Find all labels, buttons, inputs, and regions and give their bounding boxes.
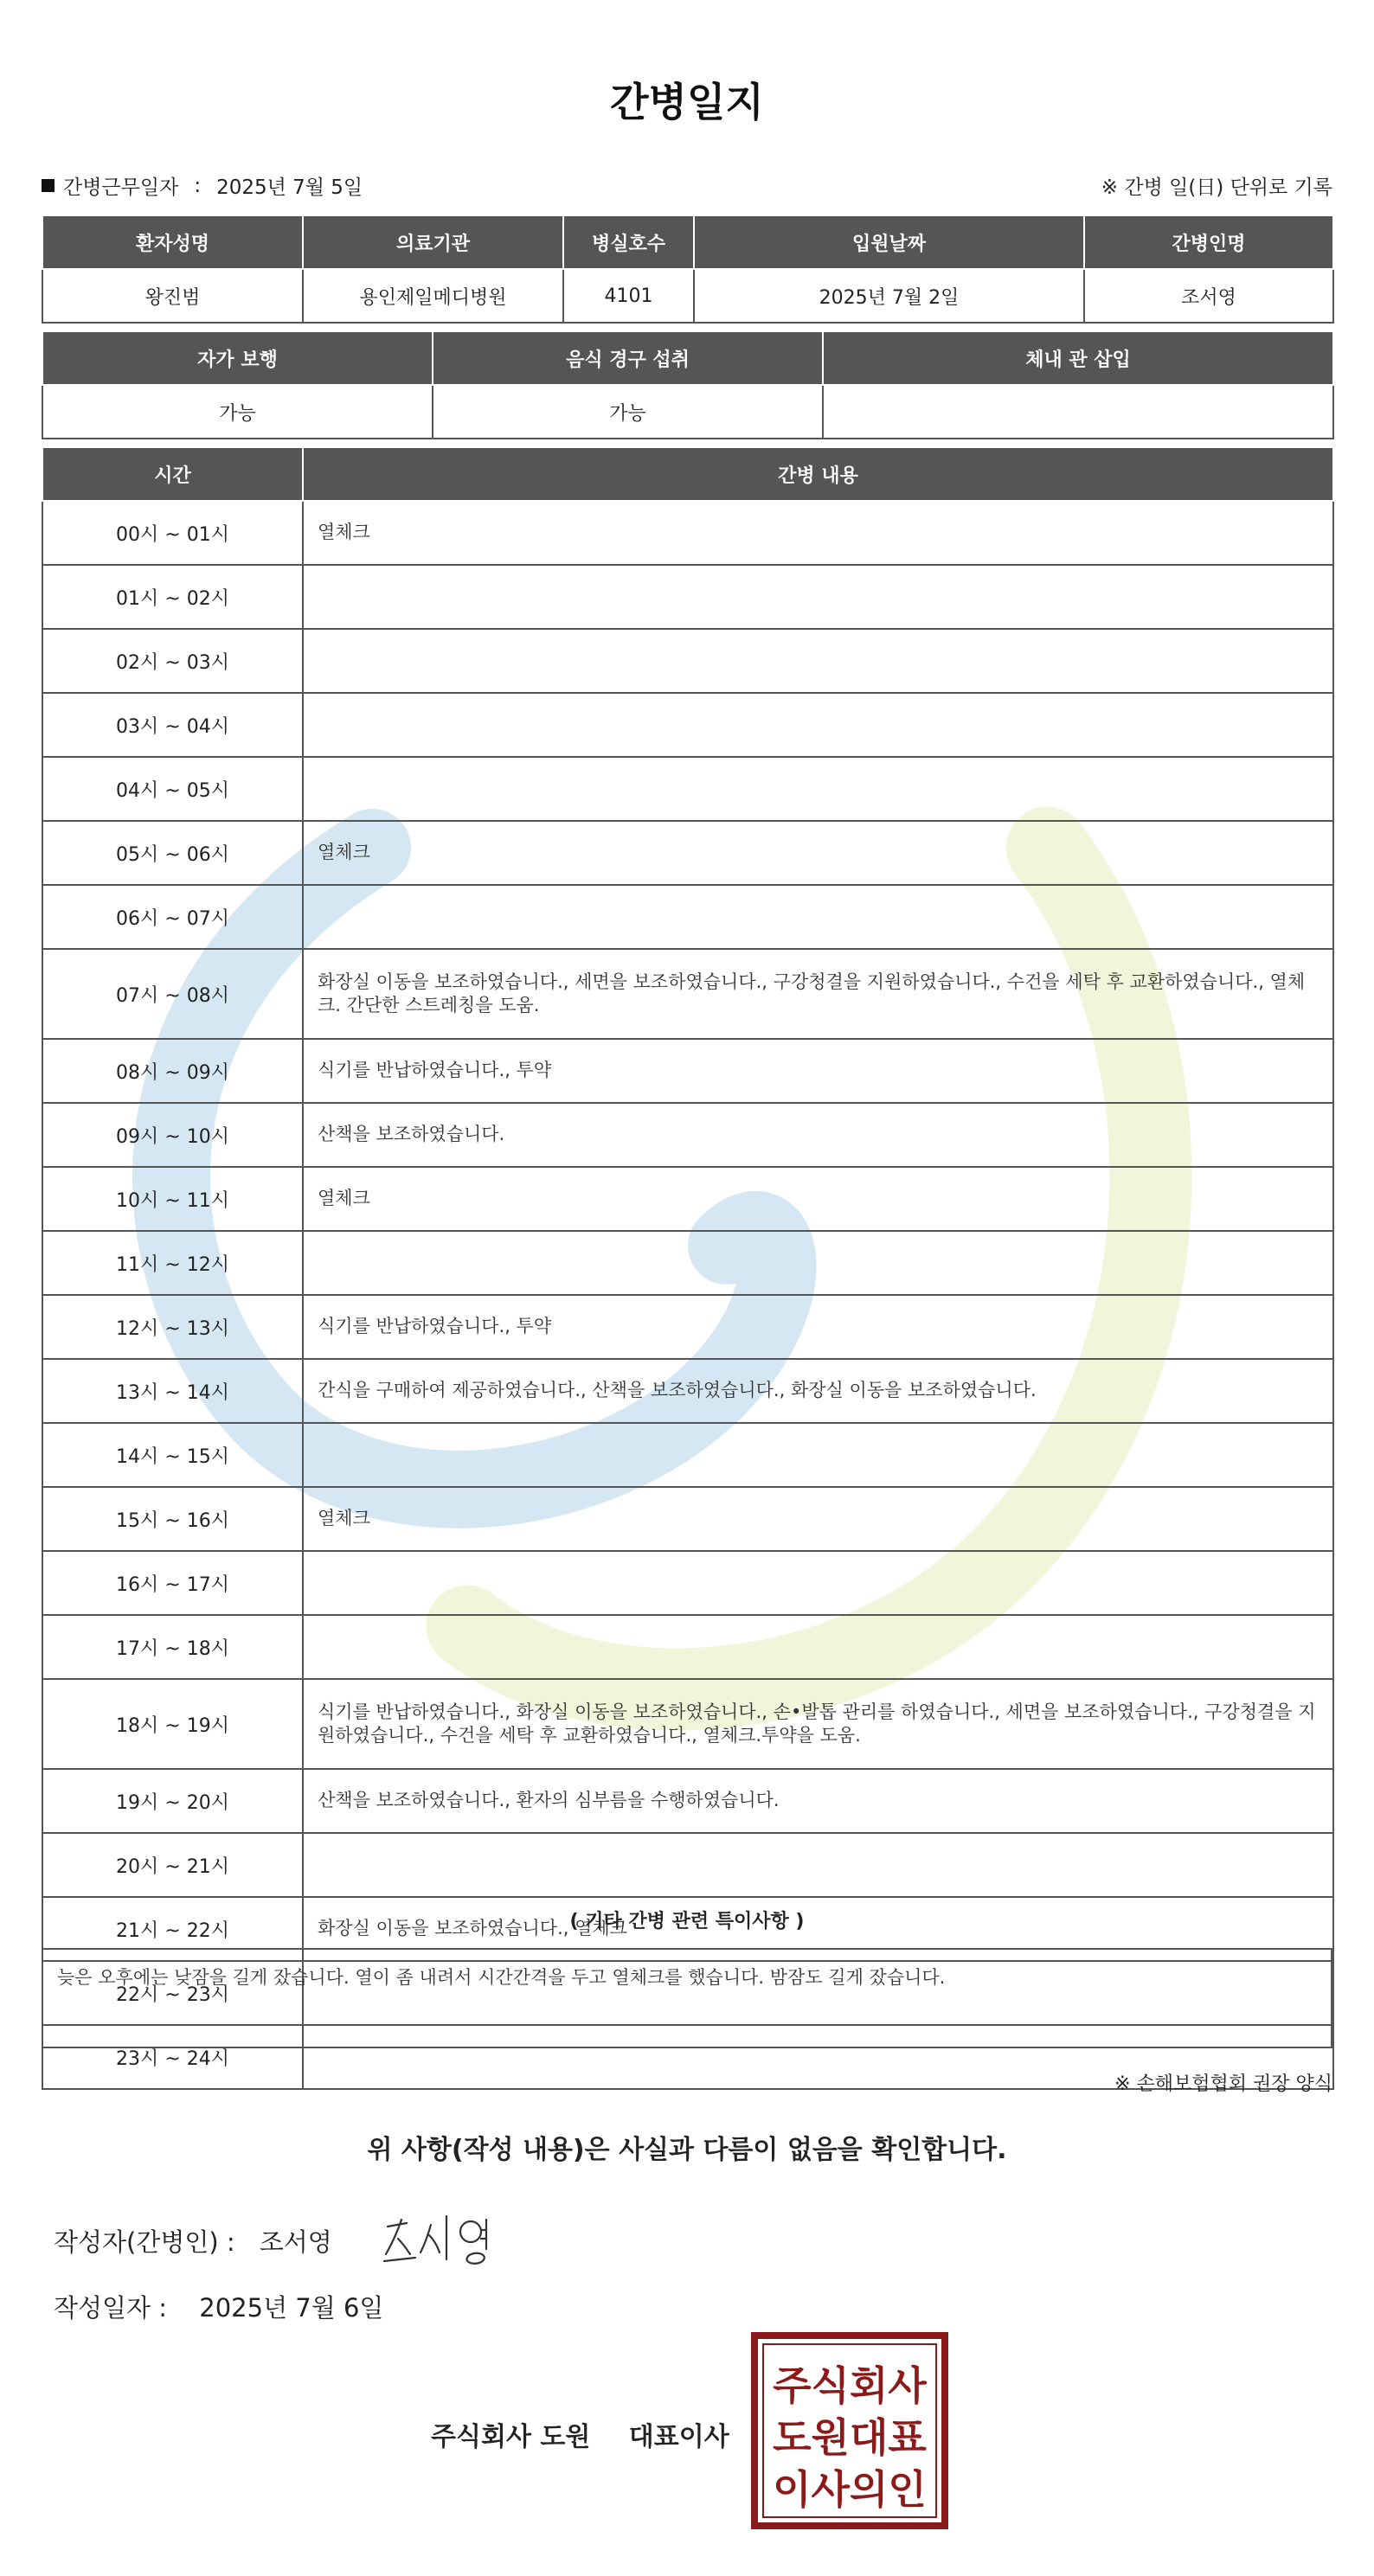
time-slot: 17시 ~ 18시 <box>42 1615 303 1679</box>
work-date-label: 간병근무일자 <box>63 176 179 199</box>
header-admission-date: 입원날짜 <box>694 215 1084 269</box>
company-signature-line <box>431 2415 729 2453</box>
table-row <box>42 629 1333 693</box>
table-row <box>42 501 1333 565</box>
time-slot: 14시 ~ 15시 <box>42 1423 303 1487</box>
time-slot: 19시 ~ 20시 <box>42 1769 303 1833</box>
self-walking-value: 가능 <box>42 385 433 439</box>
header-care-content: 간병 내용 <box>303 447 1333 501</box>
care-content: 열체크 <box>303 1487 1333 1551</box>
header-room: 병실호수 <box>563 215 694 269</box>
header-caregiver-name: 간병인명 <box>1084 215 1333 269</box>
header-patient-name: 환자성명 <box>42 215 303 269</box>
table-row <box>42 565 1333 629</box>
care-content: 산책을 보조하였습니다., 환자의 심부름을 수행하였습니다. <box>303 1769 1333 1833</box>
company-seal <box>751 2332 948 2529</box>
table-row <box>42 1615 1333 1679</box>
time-slot: 15시 ~ 16시 <box>42 1487 303 1551</box>
admission-date: 2025년 7월 2일 <box>694 269 1084 323</box>
time-slot: 05시 ~ 06시 <box>42 821 303 885</box>
table-row <box>42 821 1333 885</box>
confirmation-text: 위 사항(작성 내용)은 사실과 다름이 없음을 확인합니다. <box>367 2135 1007 2165</box>
time-slot: 23시 ~ 24시 <box>42 2025 303 2089</box>
time-slot: 10시 ~ 11시 <box>42 1167 303 1231</box>
care-content: 식기를 반납하였습니다., 투약 <box>303 1039 1333 1103</box>
care-content <box>303 1833 1333 1897</box>
table-row <box>42 1487 1333 1551</box>
care-content: 식기를 반납하였습니다., 투약 <box>303 1295 1333 1359</box>
care-content: 화장실 이동을 보조하였습니다., 세면을 보조하였습니다., 구강청결을 지원하였습니다., 수건을 세탁 후 교환하였습니다., 열체크. 간단한 스트레칭을 도움. <box>303 949 1333 1039</box>
time-slot: 04시 ~ 05시 <box>42 757 303 821</box>
header-hospital: 의료기관 <box>303 215 563 269</box>
care-content: 식기를 반납하였습니다., 화장실 이동을 보조하였습니다., 손•발톱 관리를 하였습니다., 세면을 보조하였습니다., 구강청결을 지원하였습니다., 수건을 세탁 후 교환하였습니다., 열체크.투약을 도움. <box>303 1679 1333 1769</box>
time-slot: 09시 ~ 10시 <box>42 1103 303 1167</box>
special-notes-box: 늦은 오후에는 낮잠을 길게 잤습니다. 열이 좀 내려서 시간간격을 두고 열체크를 했습니다. 밤잠도 길게 잤습니다. <box>42 1948 1332 2048</box>
table-row <box>42 757 1333 821</box>
writer-name: 조서영 <box>259 2227 332 2257</box>
patient-name: 왕진범 <box>42 269 303 323</box>
unit-note: ※ 간병 일(日) 단위로 기록 <box>1101 176 1332 199</box>
seal-line-3: 이사의인 <box>773 2466 927 2513</box>
writer-label: 작성자(간병인) : <box>54 2227 235 2257</box>
table-row <box>42 1679 1333 1769</box>
care-content <box>303 693 1333 757</box>
time-slot: 21시 ~ 22시 <box>42 1897 303 1961</box>
care-content <box>303 1551 1333 1615</box>
care-content <box>303 1231 1333 1295</box>
care-content: 열체크 <box>303 1167 1333 1231</box>
care-content <box>303 1615 1333 1679</box>
time-slot: 00시 ~ 01시 <box>42 501 303 565</box>
page-title: 간병일지 <box>610 79 764 125</box>
care-content: 산책을 보조하였습니다. <box>303 1103 1333 1167</box>
ceo-title: 대표이사 <box>628 2422 729 2452</box>
care-content <box>303 565 1333 629</box>
handwritten-signature <box>381 2201 510 2270</box>
hospital-name: 용인제일메디병원 <box>303 269 563 323</box>
care-schedule-table <box>42 446 1334 2090</box>
care-content: 간식을 구매하여 제공하였습니다., 산책을 보조하였습니다., 화장실 이동을 보조하였습니다. <box>303 1359 1333 1423</box>
time-slot: 22시 ~ 23시 <box>42 1961 303 2025</box>
care-content <box>303 1423 1333 1487</box>
header-time: 시간 <box>42 447 303 501</box>
write-date-row <box>54 2289 383 2324</box>
time-slot: 11시 ~ 12시 <box>42 1231 303 1295</box>
work-date-value: 2025년 7월 5일 <box>216 176 363 199</box>
table-row <box>42 693 1333 757</box>
patient-status-table <box>42 330 1334 439</box>
table-row <box>42 885 1333 949</box>
work-date-separator: : <box>194 174 202 197</box>
table-row <box>42 1167 1333 1231</box>
time-slot: 18시 ~ 19시 <box>42 1679 303 1769</box>
care-content <box>303 629 1333 693</box>
time-slot: 06시 ~ 07시 <box>42 885 303 949</box>
writer-row <box>54 2223 332 2259</box>
header-self-walking: 자가 보행 <box>42 331 433 385</box>
oral-intake-value: 가능 <box>433 385 823 439</box>
time-slot: 08시 ~ 09시 <box>42 1039 303 1103</box>
time-slot: 02시 ~ 03시 <box>42 629 303 693</box>
time-slot: 13시 ~ 14시 <box>42 1359 303 1423</box>
table-row <box>42 1551 1333 1615</box>
patient-info-table <box>42 215 1334 324</box>
table-row <box>42 949 1333 1039</box>
time-slot: 20시 ~ 21시 <box>42 1833 303 1897</box>
table-row <box>42 1039 1333 1103</box>
table-row <box>42 1231 1333 1295</box>
room-number: 4101 <box>563 269 694 323</box>
time-slot: 07시 ~ 08시 <box>42 949 303 1039</box>
care-content <box>303 885 1333 949</box>
square-bullet-icon <box>42 179 55 192</box>
seal-line-1: 주식회사 <box>773 2362 927 2409</box>
header-oral-intake: 음식 경구 섭취 <box>433 331 823 385</box>
time-slot: 16시 ~ 17시 <box>42 1551 303 1615</box>
caregiver-name: 조서영 <box>1084 269 1333 323</box>
company-name: 주식회사 도원 <box>431 2422 591 2452</box>
care-content: 열체크 <box>303 821 1333 885</box>
table-row <box>42 1103 1333 1167</box>
time-slot: 01시 ~ 02시 <box>42 565 303 629</box>
table-row <box>42 1423 1333 1487</box>
table-row <box>42 1359 1333 1423</box>
care-content <box>303 757 1333 821</box>
tube-insertion-value <box>823 385 1333 439</box>
header-tube-insertion: 체내 관 삽입 <box>823 331 1333 385</box>
table-row <box>42 1833 1333 1897</box>
table-row <box>42 1769 1333 1833</box>
seal-line-2: 도원대표 <box>773 2414 927 2461</box>
table-row <box>42 1295 1333 1359</box>
care-content: 화장실 이동을 보조하였습니다., 열체크 <box>303 1897 1333 1961</box>
work-date-row <box>42 171 1332 201</box>
care-content: 열체크 <box>303 501 1333 565</box>
time-slot: 12시 ~ 13시 <box>42 1295 303 1359</box>
special-notes-title: ( 기타 간병 관련 특이사항 ) <box>569 1911 805 1932</box>
write-date-label: 작성일자 : <box>54 2293 168 2323</box>
form-note: ※ 손해보험협회 권장 양식 <box>1114 2073 1332 2095</box>
write-date-value: 2025년 7월 6일 <box>199 2293 384 2323</box>
time-slot: 03시 ~ 04시 <box>42 693 303 757</box>
